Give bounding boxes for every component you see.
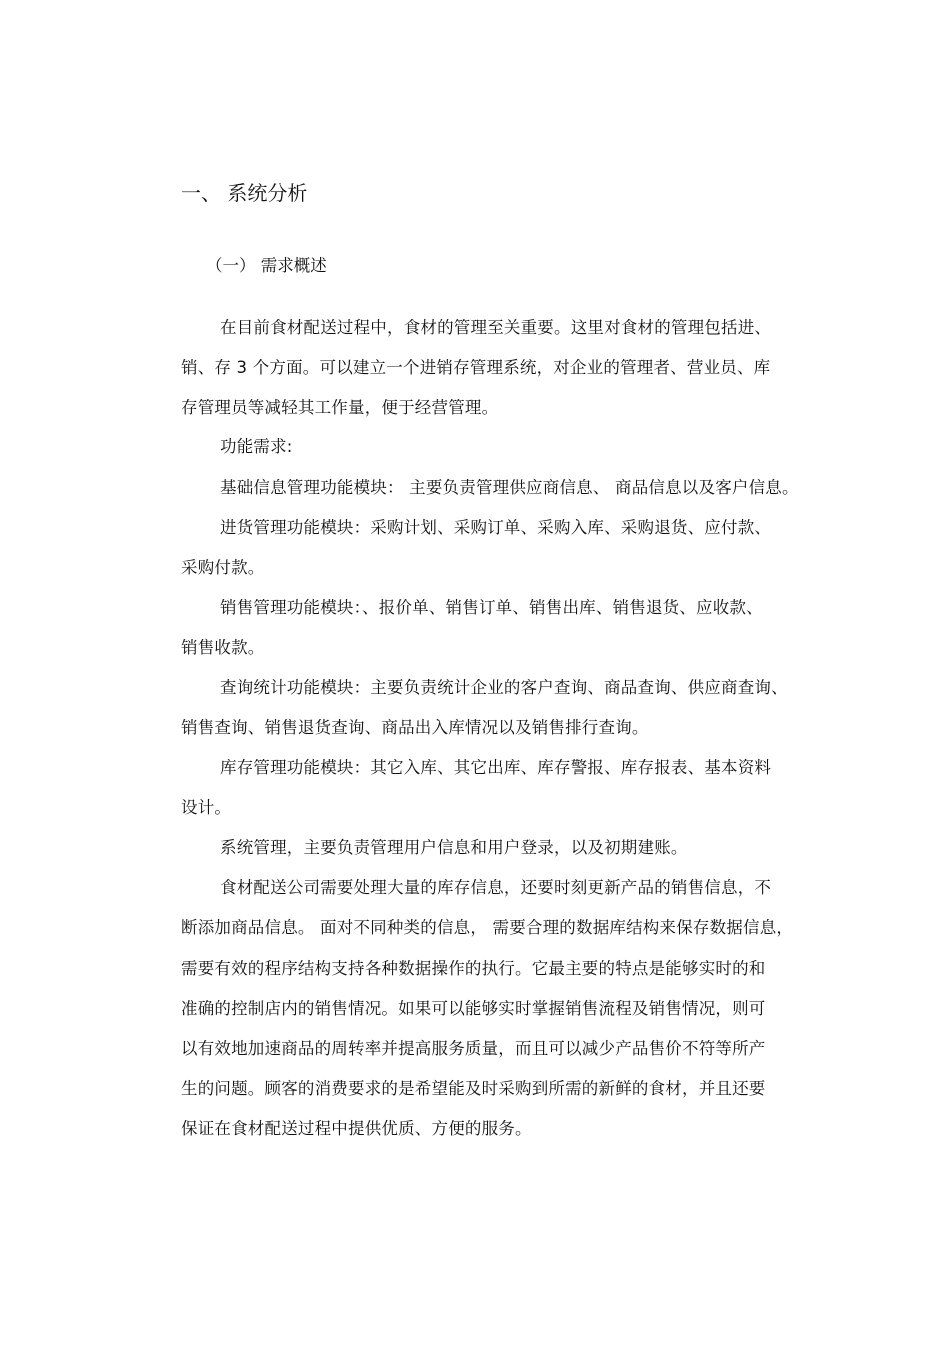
paragraph-line: 采购付款。 [181,558,265,577]
paragraph-line: 以有效地加速商品的周转率并提高服务质量，而且可以减少产品售价不符等所产 [181,1039,766,1058]
paragraph-line: 设计。 [181,798,232,817]
paragraph-line: 销售收款。 [181,638,265,657]
section-heading: 一、 系统分析 [181,181,308,205]
paragraph-line: 查询统计功能模块：主要负责统计企业的客户查询、商品查询、供应商查询、 [220,678,788,697]
paragraph-line: 销售管理功能模块：、报价单、销售订单、销售出库、销售退货、应收款、 [220,598,763,617]
paragraph-line: 基础信息管理功能模块： 主要负责管理供应商信息、 商品信息以及客户信息。 [220,478,799,497]
paragraph-line: 存管理员等减轻其工作量，便于经营管理。 [181,398,499,417]
paragraph-line: 在目前食材配送过程中，食材的管理至关重要。这里对食材的管理包括进、 [220,318,772,337]
paragraph-line: 食材配送公司需要处理大量的库存信息，还要时刻更新产品的销售信息，不 [220,878,772,897]
paragraph-line: 需要有效的程序结构支持各种数据操作的执行。它最主要的特点是能够实时的和 [181,959,766,978]
paragraph-line: 功能需求: [220,437,293,456]
paragraph-line: 保证在食材配送过程中提供优质、方便的服务。 [181,1119,532,1138]
paragraph-line: 准确的控制店内的销售情况。如果可以能够实时掌握销售流程及销售情况，则可 [181,999,766,1018]
paragraph-line: 断添加商品信息。 面对不同种类的信息， 需要合理的数据库结构来保存数据信息， [181,918,794,937]
paragraph-line: 库存管理功能模块：其它入库、其它出库、库存警报、库存报表、基本资料 [220,758,772,777]
paragraph-line: 进货管理功能模块：采购计划、采购订单、采购入库、采购退货、应付款、 [220,518,772,537]
subsection-heading: （一） 需求概述 [206,256,327,275]
paragraph-line: 销售查询、销售退货查询、商品出入库情况以及销售排行查询。 [181,718,649,737]
paragraph-line: 系统管理，主要负责管理用户信息和用户登录，以及初期建账。 [220,838,688,857]
paragraph-line: 生的问题。顾客的消费要求的是希望能及时采购到所需的新鲜的食材，并且还要 [181,1079,766,1098]
paragraph-line: 销、存 3 个方面。可以建立一个进销存管理系统，对企业的管理者、营业员、库 [181,358,771,377]
